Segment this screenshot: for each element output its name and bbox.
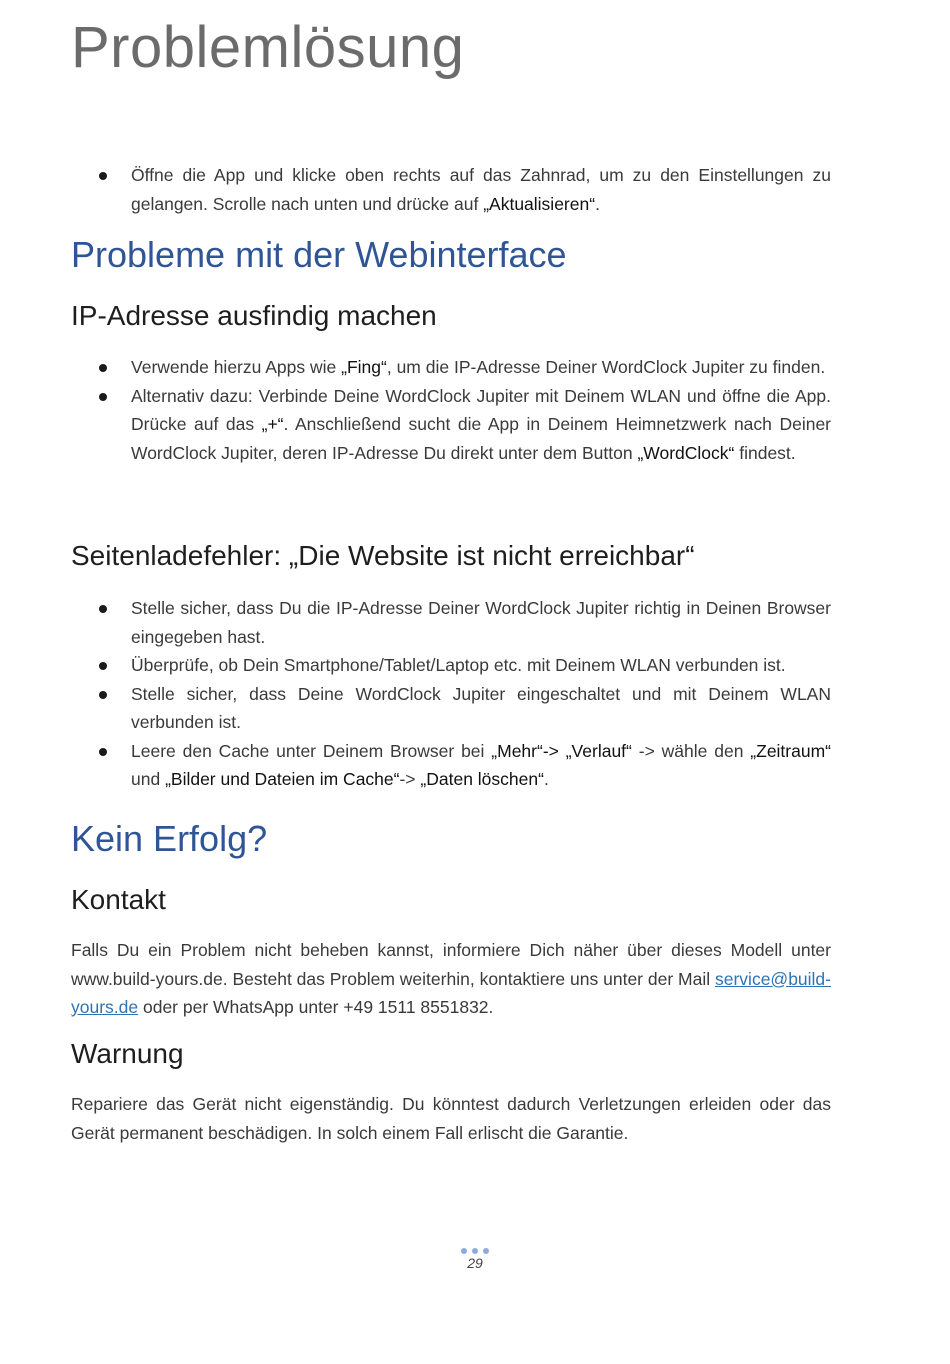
bullet-icon <box>99 748 107 756</box>
subheading-page-load-error: Seitenladefehler: „Die Website ist nicht erreichbar“ <box>71 540 695 571</box>
page-number: 29 <box>467 1255 483 1271</box>
subheading-warning: Warnung <box>71 1038 184 1069</box>
bullet-icon <box>99 662 107 670</box>
bullet-icon <box>99 172 107 180</box>
list-item: Verwende hierzu Apps wie „Fing“, um die IP-Adresse Deiner WordClock Jupiter zu finden. <box>71 353 831 382</box>
list-item: Stelle sicher, dass Deine WordClock Jupiter eingeschaltet und mit Deinem WLAN verbunden ist. <box>71 680 831 737</box>
email-link[interactable]: service@build-yours.de <box>71 968 831 1017</box>
list-item: Überprüfe, ob Dein Smartphone/Tablet/Laptop etc. mit Deinem WLAN verbunden ist. <box>71 651 831 680</box>
error-list <box>71 594 831 794</box>
bullet-icon <box>99 605 107 613</box>
bullet-icon <box>99 364 107 372</box>
bullet-icon <box>99 393 107 401</box>
list-item: Alternativ dazu: Verbinde Deine WordClock Jupiter mit Deinem WLAN und öffne die App. Drücke auf das „+“. Anschließend sucht die App in Deinem Heimnetzwerk nach Deiner WordClock Jupiter, deren IP-Adresse Du direkt unter dem Button „WordClock“ findest. <box>71 382 831 468</box>
warning-paragraph: Repariere das Gerät nicht eigenständig. Du könntest dadurch Verletzungen erleiden oder das Gerät permanent beschädigen. In solch einem Fall erlischt die Garantie. <box>71 1094 831 1143</box>
page-footer <box>0 1248 950 1271</box>
list-item: Leere den Cache unter Deinem Browser bei „Mehr“-> „Verlauf“ -> wähle den „Zeitraum“ und „Bilder und Dateien im Cache“-> „Daten löschen“. <box>71 737 831 794</box>
subheading-ip-address: IP-Adresse ausfindig machen <box>71 300 437 331</box>
list-item: Stelle sicher, dass Du die IP-Adresse Deiner WordClock Jupiter richtig in Deinen Browser eingegeben hast. <box>71 594 831 651</box>
subheading-contact: Kontakt <box>71 884 166 915</box>
bullet-icon <box>99 691 107 699</box>
list-item: Öffne die App und klicke oben rechts auf das Zahnrad, um zu den Einstellungen zu gelangen. Scrolle nach unten und drücke auf „Aktualisieren“. <box>71 161 831 218</box>
section-heading-no-success: Kein Erfolg? <box>71 818 268 859</box>
ip-list <box>71 353 831 467</box>
contact-paragraph: Falls Du ein Problem nicht beheben kannst, informiere Dich näher über dieses Modell unter www.build-yours.de. Besteht das Problem weiterhin, kontaktiere uns unter der Mail service@build-yours.de oder per WhatsApp unter +49 1511 8551832. <box>71 940 831 1017</box>
footer-dots-icon <box>0 1248 950 1254</box>
page-title: Problemlösung <box>71 15 465 80</box>
section-heading-webinterface: Probleme mit der Webinterface <box>71 234 567 275</box>
intro-list <box>71 161 831 218</box>
